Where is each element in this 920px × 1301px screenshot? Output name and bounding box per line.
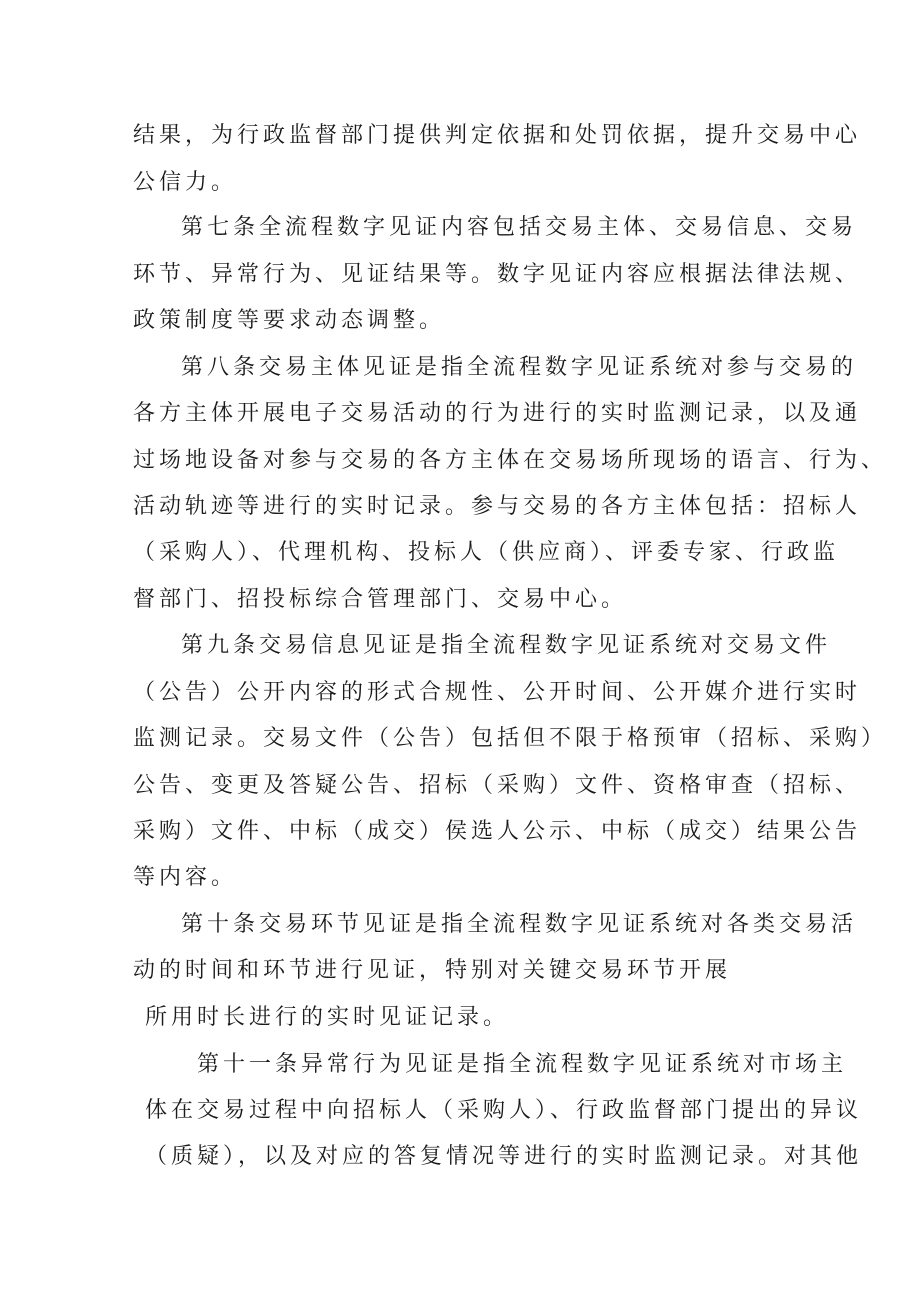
text-line: 活动轨迹等进行的实时记录。参与交易的各方主体包括：招标人 [133, 494, 862, 519]
text-line: 环节、异常行为、见证结果等。数字见证内容应根据法律法规、 [133, 262, 862, 287]
text-line: 结果，为行政监督部门提供判定依据和处罚依据，提升交易中心 [133, 123, 862, 148]
text-line: 政策制度等要求动态调整。 [133, 308, 446, 333]
text-line: 第九条交易信息见证是指全流程数字见证系统对交易文件 [181, 633, 832, 658]
text-line: 过场地设备对参与交易的各方主体在交易场所现场的语言、行为、 [133, 448, 888, 473]
text-line: 动的时间和环节进行见证，特别对关键交易环节开展 [133, 958, 732, 983]
text-line: 监测记录。交易文件（公告）包括但不限于格预审（招标、采购） [133, 726, 888, 751]
text-line: （采购人）、代理机构、投标人（供应商）、评委专家、行政监 [133, 540, 840, 565]
text-line: 公告、变更及答疑公告、招标（采购）文件、资格审查（招标、 [133, 773, 862, 798]
text-line: （公告）公开内容的形式合规性、公开时间、公开媒介进行实时 [133, 680, 862, 705]
text-line: 第七条全流程数字见证内容包括交易主体、交易信息、交易 [181, 215, 858, 240]
text-line: 体在交易过程中向招标人（采购人）、行政监督部门提出的异议 [145, 1098, 863, 1123]
text-line: （质疑），以及对应的答复情况等进行的实时监测记录。对其他 [145, 1144, 863, 1169]
text-line: 等内容。 [133, 865, 238, 890]
text-line: 第八条交易主体见证是指全流程数字见证系统对参与交易的 [181, 355, 858, 380]
text-line: 所用时长进行的实时见证记录。 [145, 1005, 510, 1030]
text-line: 督部门、招投标综合管理部门、交易中心。 [133, 587, 628, 612]
text-line: 采购）文件、中标（成交）侯选人公示、中标（成交）结果公告 [133, 819, 862, 844]
text-line: 第十一条异常行为见证是指全流程数字见证系统对市场主 [197, 1052, 848, 1077]
text-line: 第十条交易环节见证是指全流程数字见证系统对各类交易活 [181, 912, 858, 937]
text-line: 公信力。 [133, 170, 238, 195]
text-line: 各方主体开展电子交易活动的行为进行的实时监测记录，以及通 [133, 401, 862, 426]
